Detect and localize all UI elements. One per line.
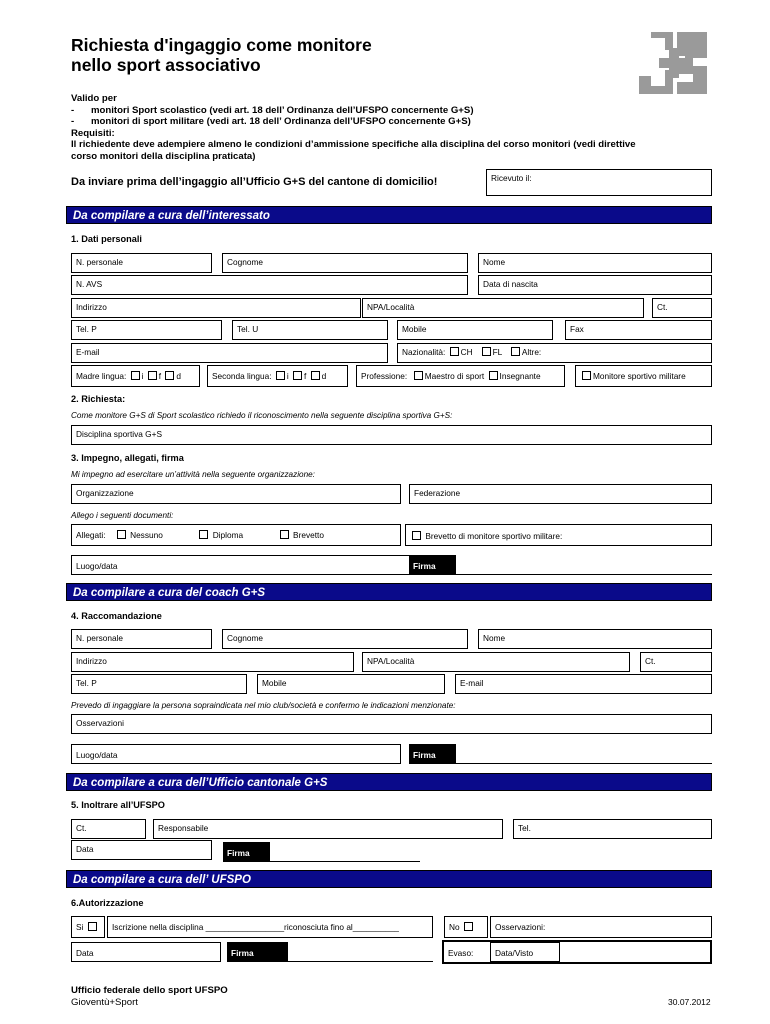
firma-label-3: Firma xyxy=(223,842,270,862)
checkbox-no[interactable] xyxy=(464,922,473,931)
band-coach: Da compilare a cura del coach G+S xyxy=(66,583,712,601)
n-avs-label: N. AVS xyxy=(76,279,103,289)
allegati-label: Allegati: xyxy=(76,530,106,540)
nome-label: Nome xyxy=(483,257,506,267)
footer-office: Ufficio federale dello sport UFSPO xyxy=(71,985,228,996)
tel-u-label: Tel. U xyxy=(237,324,259,334)
npa-localita-field[interactable] xyxy=(362,298,644,318)
disciplina-field[interactable] xyxy=(71,425,712,445)
att-nessuno-label: Nessuno xyxy=(130,530,163,540)
checkbox-brevetto-militare[interactable] xyxy=(412,531,421,540)
lang-d-label-2: d xyxy=(321,371,327,381)
cant-tel-field[interactable] xyxy=(513,819,712,839)
fax-field[interactable] xyxy=(565,320,712,340)
coach-ct-field[interactable] xyxy=(640,652,712,672)
coach-luogo-data-label: Luogo/data xyxy=(76,750,118,760)
coach-tel-p-label: Tel. P xyxy=(76,678,97,688)
valid-item-2: - monitori di sport militare (vedi art. 18 dell’ Ordinanza dell’UFSPO concernente G+S) xyxy=(71,116,471,127)
disciplina-label: Disciplina sportiva G+S xyxy=(76,429,162,439)
send-note: Da inviare prima dell’ingaggio all’Ufficio G+S del cantone di domicilio! xyxy=(71,176,438,188)
coach-nome-label: Nome xyxy=(483,633,506,643)
checkbox-madre-i[interactable] xyxy=(131,371,140,380)
cant-responsabile-label: Responsabile xyxy=(158,823,209,833)
prof-maestro-label: Maestro di sport xyxy=(424,371,485,381)
coach-npa-localita-field[interactable] xyxy=(362,652,630,672)
iscrizione-label: Iscrizione nella disciplina _________________riconosciuta fino al__________ xyxy=(112,922,399,932)
coach-ct-label: Ct. xyxy=(645,656,656,666)
firma-label-1: Firma xyxy=(409,555,456,575)
mobile-label: Mobile xyxy=(402,324,427,334)
madre-lingua-field[interactable] xyxy=(71,365,200,387)
title-line-1: Richiesta d'ingaggio come monitore xyxy=(71,35,372,55)
recommendation-title: 4. Raccomandazione xyxy=(71,611,162,621)
title-line-2: nello sport associativo xyxy=(71,55,261,75)
request-title: 2. Richiesta: xyxy=(71,394,126,404)
checkbox-insegnante[interactable] xyxy=(489,371,498,380)
data-nascita-label: Data di nascita xyxy=(483,279,538,289)
data-visto-label: Data/Visto xyxy=(495,948,534,958)
naz-fl-label: FL xyxy=(492,347,502,357)
received-label: Ricevuto il: xyxy=(491,173,532,183)
nome-field[interactable] xyxy=(478,253,712,273)
lang-i-label: i xyxy=(141,371,144,381)
tel-p-field[interactable] xyxy=(71,320,222,340)
firma-label-4: Firma xyxy=(227,942,288,962)
cant-tel-label: Tel. xyxy=(518,823,531,833)
cognome-label: Cognome xyxy=(227,257,263,267)
mobile-field[interactable] xyxy=(397,320,553,340)
cant-responsabile-field[interactable] xyxy=(153,819,503,839)
evaso-field[interactable] xyxy=(442,940,712,964)
seconda-lingua-row xyxy=(208,366,347,384)
tel-p-label: Tel. P xyxy=(76,324,97,334)
nazionalita-row xyxy=(398,344,711,360)
checkbox-madre-d[interactable] xyxy=(165,371,174,380)
checkbox-seconda-d[interactable] xyxy=(311,371,320,380)
coach-email-label: E-mail xyxy=(460,678,484,688)
ufspo-title: 6.Autorizzazione xyxy=(71,898,144,908)
madre-lingua-row xyxy=(72,366,199,384)
checkbox-seconda-i[interactable] xyxy=(276,371,285,380)
personal-data-title: 1. Dati personali xyxy=(71,234,142,244)
npa-localita-label: NPA/Località xyxy=(367,302,415,312)
luogo-data-field[interactable] xyxy=(71,555,411,575)
organizzazione-field[interactable] xyxy=(71,484,401,504)
footer-gioventu: Gioventù+Sport xyxy=(71,996,138,1008)
cant-ct-label: Ct. xyxy=(76,823,87,833)
coach-npa-localita-label: NPA/Località xyxy=(367,656,415,666)
request-note: Come monitore G+S di Sport scolastico richiedo il riconoscimento nella seguente disciplina sportiva G+S: xyxy=(71,411,453,420)
lang-d-label: d xyxy=(176,371,181,381)
n-avs-field[interactable] xyxy=(71,275,468,295)
coach-indirizzo-field[interactable] xyxy=(71,652,354,672)
monitore-militare-field[interactable] xyxy=(575,365,712,387)
naz-altre-label: Altre: xyxy=(521,347,542,357)
requirements-label: Requisiti: xyxy=(71,127,115,139)
coach-cognome-label: Cognome xyxy=(227,633,263,643)
checkbox-fl[interactable] xyxy=(482,347,491,356)
ufspo-data-label: Data xyxy=(76,948,94,958)
cant-ct-field[interactable] xyxy=(71,819,146,839)
monitore-militare-row xyxy=(576,366,711,384)
coach-n-personale-field[interactable] xyxy=(71,629,212,649)
coach-tel-p-field[interactable] xyxy=(71,674,247,694)
firma-line-4[interactable] xyxy=(288,961,433,962)
firma-line-2[interactable] xyxy=(456,763,712,764)
coach-osservazioni-field[interactable] xyxy=(71,714,712,734)
ct-label: Ct. xyxy=(657,302,668,312)
evaso-label: Evaso: xyxy=(448,948,474,958)
band-ufspo: Da compilare a cura dell’ UFSPO xyxy=(66,870,712,888)
indirizzo-field[interactable] xyxy=(71,298,361,318)
js-logo-icon xyxy=(637,30,709,98)
ufspo-osservazioni-field[interactable] xyxy=(490,916,712,938)
seconda-lingua-field[interactable] xyxy=(207,365,348,387)
coach-email-field[interactable] xyxy=(455,674,712,694)
firma-line-1[interactable] xyxy=(456,574,712,575)
firma-line-3[interactable] xyxy=(270,861,420,862)
checkbox-madre-f[interactable] xyxy=(148,371,157,380)
no-field[interactable] xyxy=(444,916,488,938)
prof-militare-label: Monitore sportivo militare xyxy=(593,371,686,381)
email-label: E-mail xyxy=(76,347,100,357)
si-label: Si xyxy=(76,922,84,932)
data-visto-field[interactable] xyxy=(490,942,560,962)
coach-note: Prevedo di ingaggiare la persona sopraindicata nel mio club/società e confermo le indicazioni menzionate: xyxy=(71,701,456,710)
federazione-label: Federazione xyxy=(414,488,461,498)
coach-luogo-data-field[interactable] xyxy=(71,744,401,764)
checkbox-altre[interactable] xyxy=(511,347,520,356)
valid-item-1: - monitori Sport scolastico (vedi art. 18 dell’ Ordinanza dell’UFSPO concernente G+S) xyxy=(71,104,474,116)
att-brevetto-mil-label: Brevetto di monitore sportivo militare: xyxy=(425,531,563,541)
n-personale-field[interactable] xyxy=(71,253,212,273)
footer-date: 30.07.2012 xyxy=(668,997,711,1007)
checkbox-monitore-militare[interactable] xyxy=(582,371,591,380)
checkbox-maestro[interactable] xyxy=(414,371,423,380)
si-field[interactable] xyxy=(71,916,105,938)
coach-mobile-field[interactable] xyxy=(257,674,445,694)
requirements-text-2: corso monitori della disciplina praticata) xyxy=(71,150,256,162)
lang-f-label-2: f xyxy=(303,371,307,381)
prof-insegnante-label: Insegnante xyxy=(499,371,541,381)
cantonale-title: 5. Inoltrare all’UFSPO xyxy=(71,800,165,810)
cognome-field[interactable] xyxy=(222,253,468,273)
no-label: No xyxy=(449,922,460,932)
organizzazione-label: Organizzazione xyxy=(76,488,134,498)
allegati-field[interactable] xyxy=(71,524,401,546)
coach-nome-field[interactable] xyxy=(478,629,712,649)
lang-f-label: f xyxy=(158,371,162,381)
coach-cognome-field[interactable] xyxy=(222,629,468,649)
seconda-lingua-label: Seconda lingua: xyxy=(212,371,272,381)
checkbox-nessuno[interactable] xyxy=(117,530,126,539)
luogo-data-label: Luogo/data xyxy=(76,561,118,571)
commit-note: Mi impegno ad esercitare un’attività nella seguente organizzazione: xyxy=(71,470,315,479)
lang-i-label-2: i xyxy=(286,371,289,381)
checkbox-diploma[interactable] xyxy=(199,530,208,539)
checkbox-seconda-f[interactable] xyxy=(293,371,302,380)
tel-u-field[interactable] xyxy=(232,320,388,340)
nazionalita-label: Nazionalità: xyxy=(402,347,446,357)
coach-indirizzo-label: Indirizzo xyxy=(76,656,107,666)
firma-label-2: Firma xyxy=(409,744,456,764)
band-cantonale: Da compilare a cura dell’Ufficio cantonale G+S xyxy=(66,773,712,791)
intro-text xyxy=(71,93,721,162)
checkbox-ch[interactable] xyxy=(450,347,459,356)
checkbox-brevetto[interactable] xyxy=(280,530,289,539)
checkbox-si[interactable] xyxy=(88,922,97,931)
coach-n-personale-label: N. personale xyxy=(76,633,124,643)
received-field[interactable] xyxy=(486,169,712,196)
cant-data-label: Data xyxy=(76,844,94,854)
federazione-field[interactable] xyxy=(409,484,712,504)
n-personale-label: N. personale xyxy=(76,257,124,267)
professione-row xyxy=(357,366,564,384)
band-interessato: Da compilare a cura dell’interessato xyxy=(66,206,712,224)
commit-title: 3. Impegno, allegati, firma xyxy=(71,453,184,463)
att-diploma-label: Diploma xyxy=(212,530,244,540)
indirizzo-label: Indirizzo xyxy=(76,302,107,312)
coach-osservazioni-label: Osservazioni xyxy=(76,718,124,728)
requirements-text-1: Il richiedente deve adempiere almeno le condizioni d’ammissione specifiche alla disciplina del corso monitori (vedi direttive xyxy=(71,139,636,150)
brevetto-militare-row xyxy=(406,525,711,544)
att-brevetto-label: Brevetto xyxy=(293,530,324,540)
footer xyxy=(71,985,228,1008)
valid-for: Valido per xyxy=(71,93,117,104)
madre-lingua-label: Madre lingua: xyxy=(76,371,127,381)
professione-label: Professione: xyxy=(361,371,408,381)
si-row xyxy=(72,917,104,935)
allegati-row xyxy=(72,525,400,543)
iscrizione-field[interactable] xyxy=(107,916,433,938)
professione-field[interactable] xyxy=(356,365,565,387)
page-title xyxy=(71,35,372,75)
email-field[interactable] xyxy=(71,343,388,363)
brevetto-militare-field[interactable] xyxy=(405,524,712,546)
coach-mobile-label: Mobile xyxy=(262,678,287,688)
ufspo-osservazioni-label: Osservazioni: xyxy=(495,922,546,932)
nazionalita-field[interactable] xyxy=(397,343,712,363)
cant-data-field[interactable] xyxy=(71,840,212,860)
ufspo-data-field[interactable] xyxy=(71,942,221,962)
naz-ch-label: CH xyxy=(460,347,473,357)
attach-note: Allego i seguenti documenti: xyxy=(71,511,174,520)
ct-field[interactable] xyxy=(652,298,712,318)
fax-label: Fax xyxy=(570,324,584,334)
no-row xyxy=(445,917,487,935)
data-nascita-field[interactable] xyxy=(478,275,712,295)
